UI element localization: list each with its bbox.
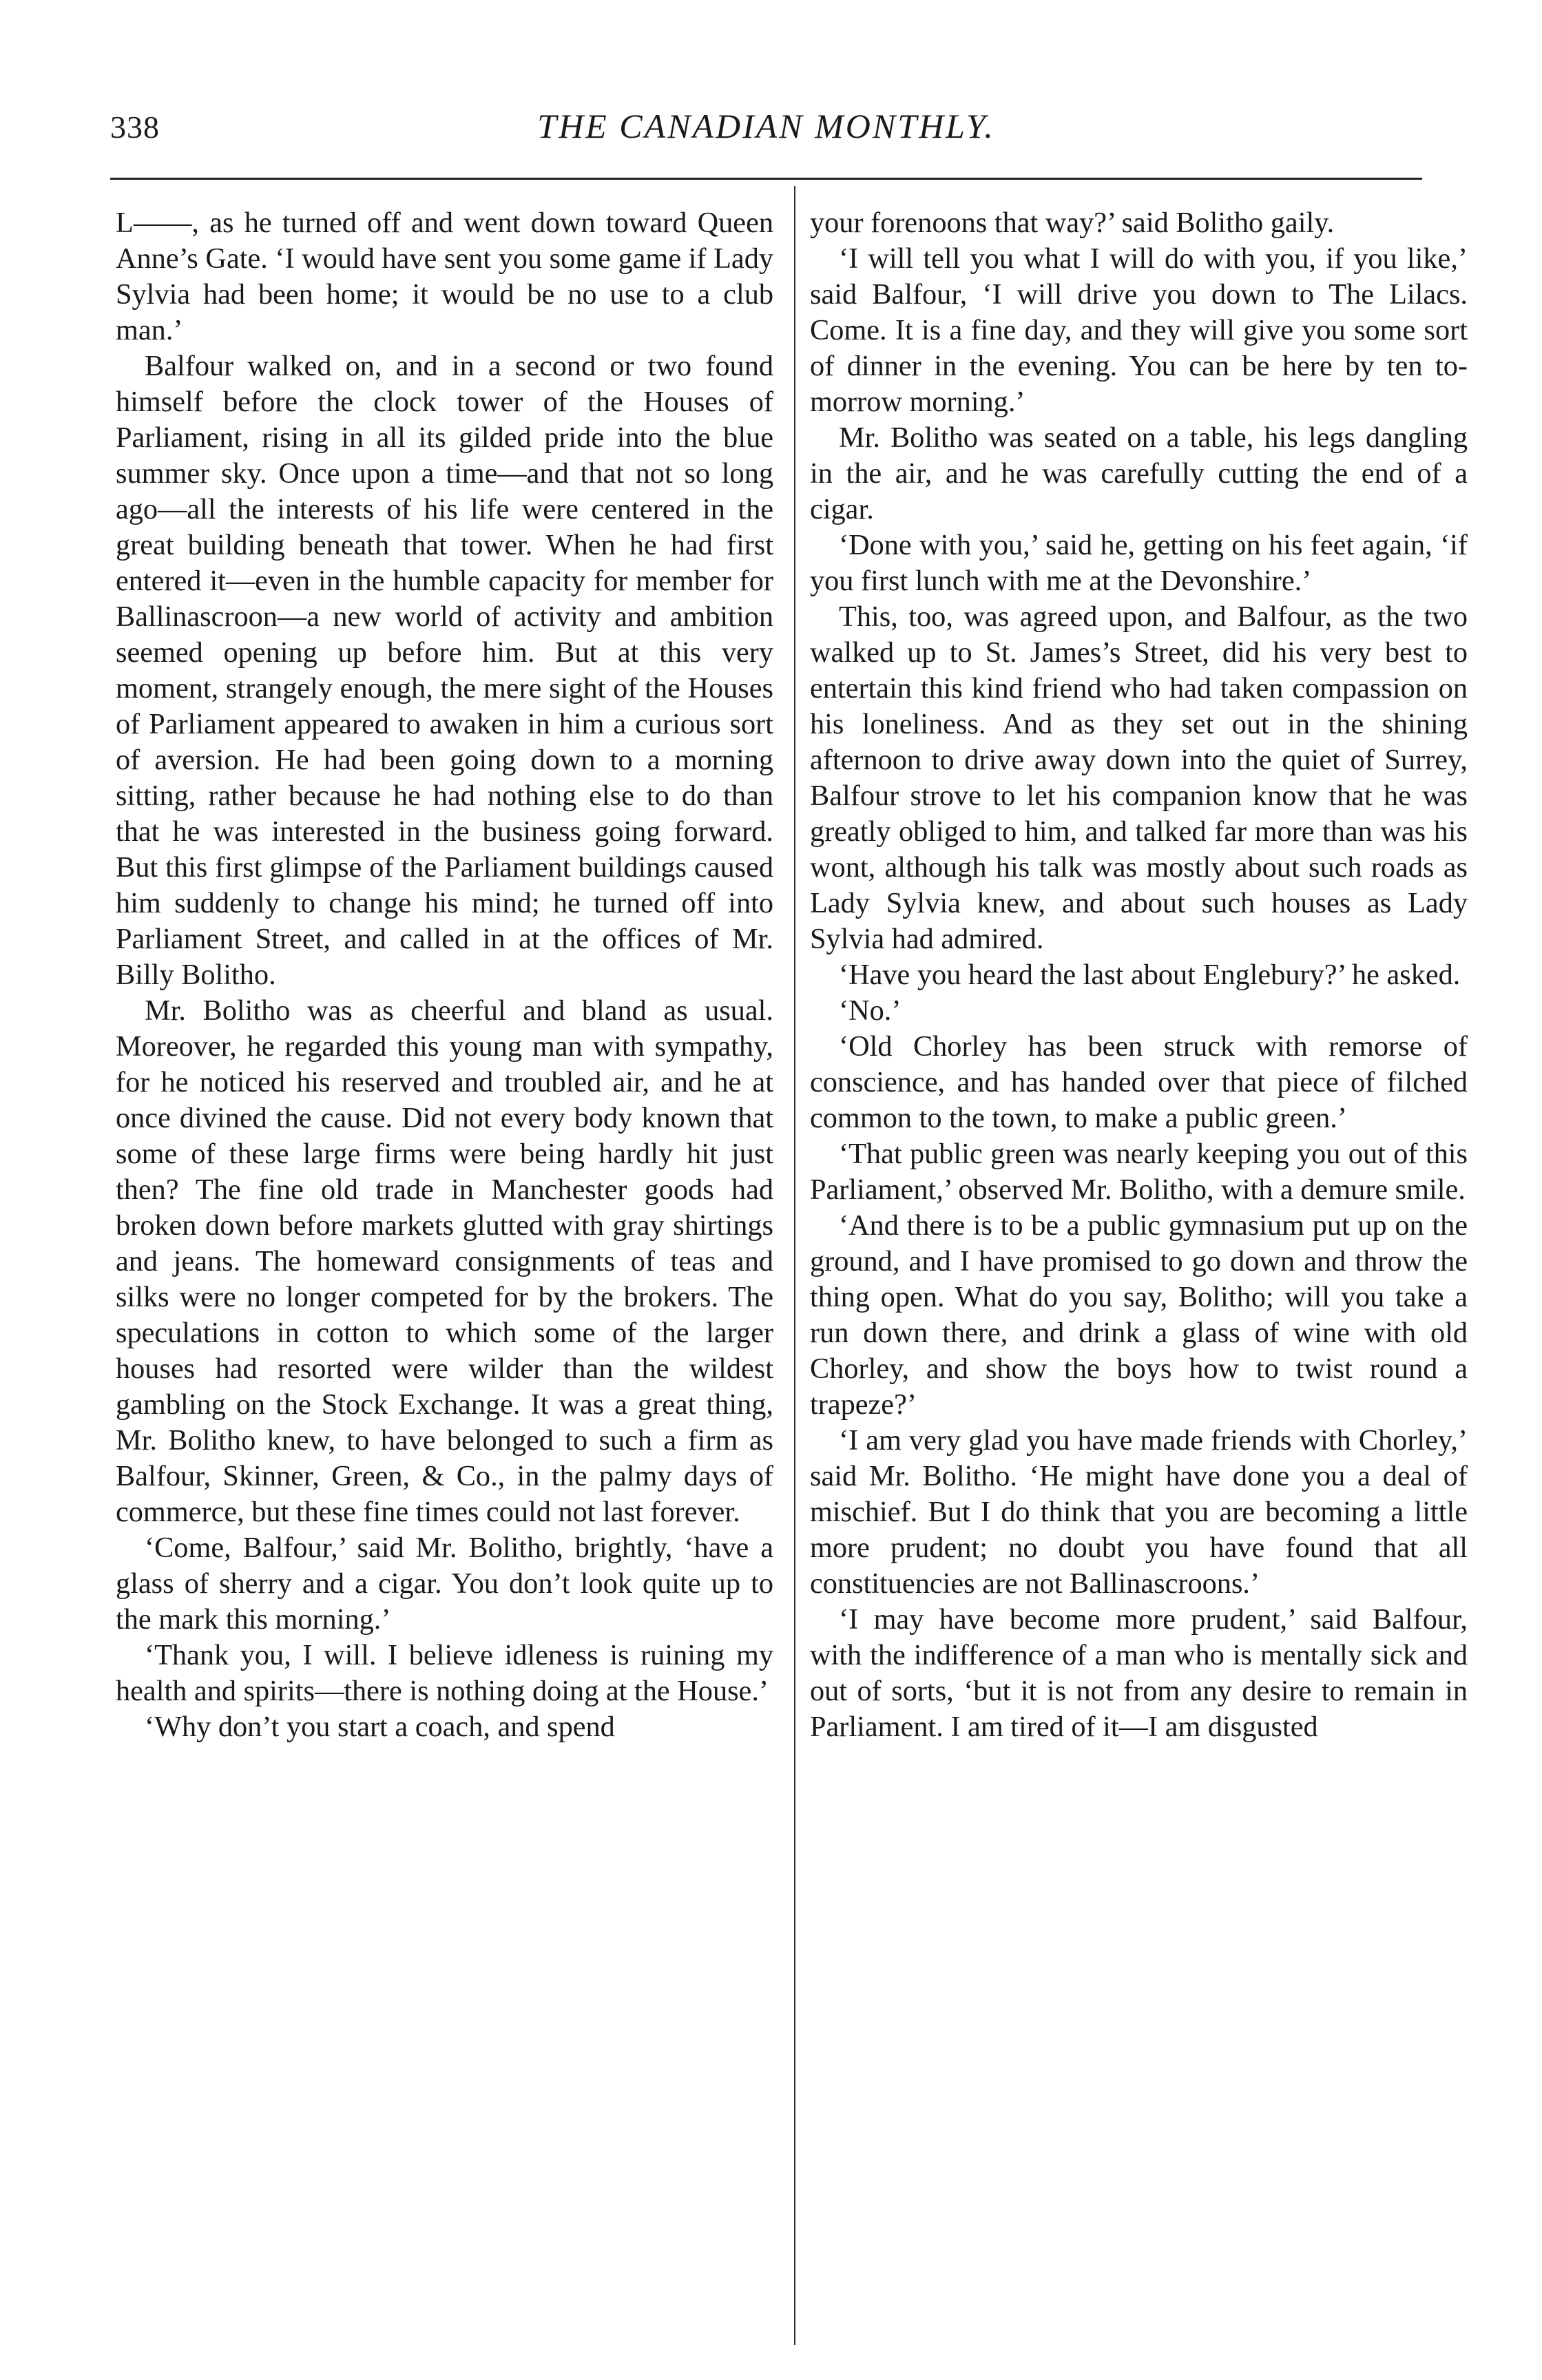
paragraph: ‘And there is to be a public gymnasium put up on the ground, and I have promised to go down and throw the thing open. What do you say, Bolitho; will you take a run down there, and drink a glass of wine with old Chorley, and show the boys how to twist round a trapeze?’ [810, 1209, 1468, 1421]
paragraph: ‘Come, Balfour,’ said Mr. Bolitho, brightly, ‘have a glass of sherry and a cigar. You don’t look quite up to the mark this morning.’ [116, 1532, 773, 1636]
page-number: 338 [110, 109, 160, 145]
running-title: THE CANADIAN MONTHLY. [537, 107, 995, 145]
paragraph: ‘I may have become more prudent,’ said Balfour, with the indifference of a man who is mentally sick and out of sorts, ‘but it is not from any desire to remain in Parliament. I am tired of it—I am disgusted [810, 1603, 1468, 1743]
paragraph: This, too, was agreed upon, and Balfour, as the two walked up to St. James’s Street, did his very best to entertain this kind friend who had taken compassion on his loneliness. And as they set out in the shining afternoon to drive away down into the quiet of Surrey, Balfour strove to let his companion know that he was greatly obliged to him, and talked far more than was his wont, although his talk was mostly about such roads as Lady Sylvia knew, and about such houses as Lady Sylvia had admired. [810, 601, 1468, 955]
paragraph: L——, as he turned off and went down toward Queen Anne’s Gate. ‘I would have sent you some game if Lady Sylvia had been home; it would be no use to a club man.’ [116, 207, 773, 346]
right-column [810, 205, 1468, 1745]
paragraph: ‘No.’ [839, 994, 902, 1027]
header-rule [110, 178, 1422, 180]
paragraph: ‘That public green was nearly keeping you out of this Parliament,’ observed Mr. Bolitho, with a demure smile. [810, 1138, 1468, 1206]
paragraph: your forenoons that way?’ said Bolitho gaily. [810, 207, 1335, 239]
paragraph: ‘Why don’t you start a coach, and spend [145, 1711, 615, 1743]
left-column [116, 205, 773, 1745]
paragraph: ‘Old Chorley has been struck with remorse of conscience, and has handed over that piece of filched common to the town, to make a public green.’ [810, 1030, 1468, 1134]
paragraph: Balfour walked on, and in a second or two found himself before the clock tower of the Houses of Parliament, rising in all its gilded pride into the blue summer sky. Once upon a time—and that not so long ago—all the interests of his life were centered in the great building beneath that tower. When he had first entered it—even in the humble capacity for member for Ballinascroon—a new world of activity and ambition seemed opening up before him. But at this very moment, strangely enough, the mere sight of the Houses of Parliament appeared to awaken in him a curious sort of aversion. He had been going down to a morning sitting, rather because he had nothing else to do than that he was interested in the business going forward. But this first glimpse of the Parliament buildings caused him suddenly to change his mind; he turned off into Parliament Street, and called in at the offices of Mr. Billy Bolitho. [116, 350, 773, 991]
paragraph: ‘I am very glad you have made friends with Chorley,’ said Mr. Bolitho. ‘He might have done you a deal of mischief. But I do think that you are becoming a little more prudent; no doubt you have found that all constituencies are not Ballinascroons.’ [810, 1424, 1468, 1600]
column-divider [794, 186, 795, 2345]
paragraph: ‘Done with you,’ said he, getting on his feet again, ‘if you first lunch with me at the Devonshire.’ [810, 529, 1468, 597]
paragraph: ‘I will tell you what I will do with you, if you like,’ said Balfour, ‘I will drive you down to The Lilacs. Come. It is a fine day, and they will give you some sort of dinner in the evening. You can be here by ten to-morrow morning.’ [810, 242, 1468, 418]
page-header [110, 103, 1422, 158]
paragraph: Mr. Bolitho was seated on a table, his legs dangling in the air, and he was carefully cutting the end of a cigar. [810, 421, 1468, 525]
paragraph: ‘Have you heard the last about Englebury?’ he asked. [839, 959, 1461, 991]
paragraph: ‘Thank you, I will. I believe idleness is ruining my health and spirits—there is nothing doing at the House.’ [116, 1639, 773, 1707]
paragraph: Mr. Bolitho was as cheerful and bland as usual. Moreover, he regarded this young man with sympathy, for he noticed his reserved and troubled air, and he at once divined the cause. Did not every body known that some of these large firms were being hardly hit just then? The fine old trade in Manchester goods had broken down before markets glutted with gray shirtings and jeans. The homeward consignments of teas and silks were no longer competed for by the brokers. The speculations in cotton to which some of the larger houses had resorted were wilder than the wildest gambling on the Stock Exchange. It was a great thing, Mr. Bolitho knew, to have belonged to such a firm as Balfour, Skinner, Green, & Co., in the palmy days of commerce, but these fine times could not last forever. [116, 994, 773, 1528]
